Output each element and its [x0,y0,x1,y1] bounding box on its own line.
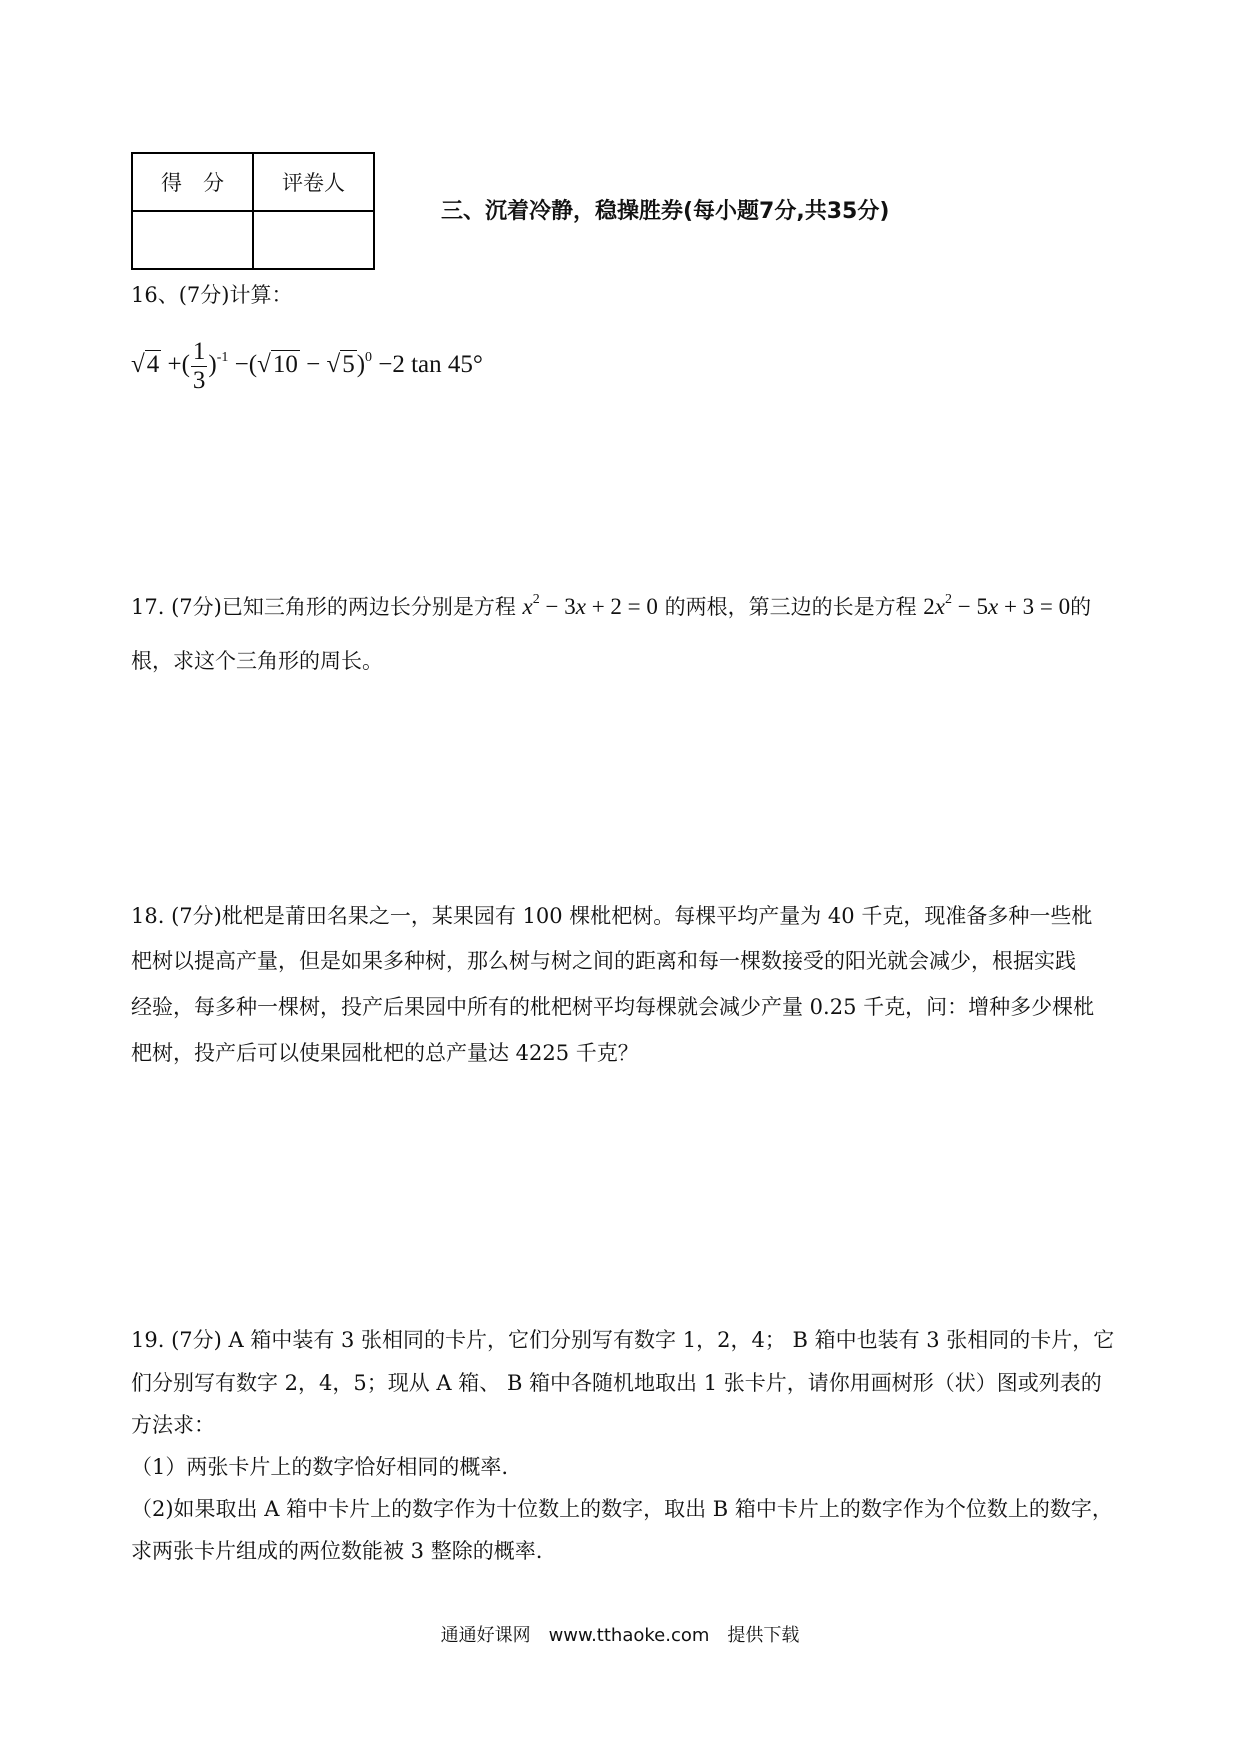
q16-label: 16、(7分)计算： [131,283,293,307]
score-table [131,152,375,270]
q19-part-1: （1）两张卡片上的数字恰好相同的概率. [131,1455,509,1479]
q17-line-1: 17. (7分)已知三角形的两边长分别是方程 $x^2 - 3x + 2 = 0$ 的两根，第三边的长是方程 $2x^2 - 5x + 3 = 0$的 [131,592,1092,619]
q17-equation-2: $2x^2 - 5x + 3 = 0$ [923,592,1071,619]
q18-line-3: 经验，每多种一棵树，投产后果园中所有的枇杷树平均每棵就会减少产量 0.25 千克，问：增种多少棵枇 [131,995,1095,1019]
q16-expression: √4 +( $\frac{1}{3}$ )$^{-1} -(√10 - √5)^0 -2$ tan 45° [131,338,483,394]
q19-part-2-line-2: 求两张卡片组成的两位数能被 3 整除的概率. [131,1539,543,1563]
q18-line-1: 18. (7分)枇杷是莆田名果之一，某果园有 100 棵枇杷树。每棵平均产量为 40 千克，现准备多种一些枇 [131,904,1093,928]
q19-line-3: 方法求： [131,1413,215,1437]
sqrt-10: √10 [257,351,298,379]
sqrt-4: √4 [131,351,160,379]
score-cell [132,211,253,269]
exponent-zero: 0 [365,350,373,366]
q17-equation-1: $x^2 - 3x + 2 = 0$ [522,592,658,619]
q19-line-2: 们分别写有数字 2，4，5；现从 A 箱、 B 箱中各随机地取出 1 张卡片，请你用画树形（状）图或列表的 [131,1371,1102,1395]
q19-part-2-line-1: （2)如果取出 A 箱中卡片上的数字作为十位数上的数字，取出 B 箱中卡片上的数字作为个位数上的数字， [131,1497,1113,1521]
grader-header: 评卷人 [253,153,374,211]
footer-text: 通通好课网 www.tthaoke.com 提供下载 [440,1625,800,1646]
q18-line-2: 杷树以提高产量，但是如果多种树，那么树与树之间的距离和每一棵数接受的阳光就会减少，根据实践 [131,949,1076,973]
exponent-neg1: -1 [216,350,229,366]
q17-line-2: 根，求这个三角形的周长。 [131,649,383,673]
grader-cell [253,211,374,269]
sqrt-5: √5 [326,351,355,379]
q18-line-4: 杷树，投产后可以使果园枇杷的总产量达 4225 千克？ [131,1041,639,1065]
q19-line-1: 19. (7分) A 箱中装有 3 张相同的卡片，它们分别写有数字 1，2，4； B 箱中也装有 3 张相同的卡片，它 [131,1328,1115,1352]
fraction-one-third: $\frac{1}{3}$ [192,338,206,394]
section-heading: 三、沉着冷静，稳操胜券(每小题7分,共35分) [441,199,890,224]
score-header: 得 分 [132,153,253,211]
